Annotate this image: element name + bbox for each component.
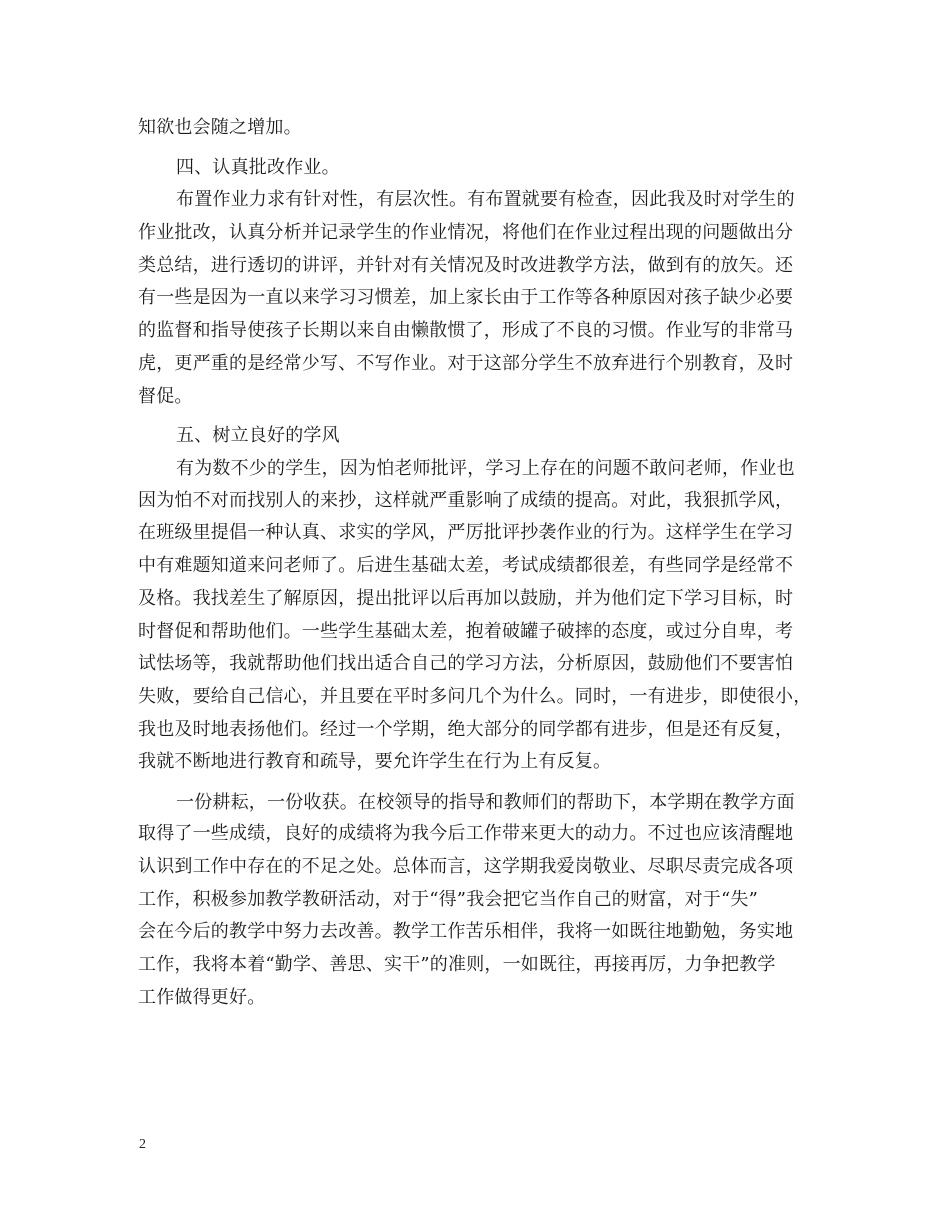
text-line: 试怯场等，我就帮助他们找出适合自己的学习方法，分析原因，鼓励他们不要害怕 — [138, 653, 794, 674]
text-line: 有为数不少的学生，因为怕老师批评，学习上存在的问题不敢问老师，作业也 — [176, 458, 795, 479]
text-line: 我也及时地表扬他们。经过一个学期，绝大部分的同学都有进步，但是还有反复， — [138, 719, 794, 740]
text-line: 知欲也会随之增加。 — [138, 117, 302, 138]
text-line: 及格。我找差生了解原因，提出批评以后再加以鼓励，并为他们定下学习目标，时 — [138, 588, 794, 609]
text-line: 督促。 — [138, 386, 193, 407]
text-line: 在班级里提倡一种认真、求实的学风，严厉批评抄袭作业的行为。这样学生在学习 — [138, 522, 794, 543]
text-line: 时督促和帮助他们。一些学生基础太差，抱着破罐子破摔的态度，或过分自卑，考 — [138, 621, 794, 642]
text-line: 工作做得更好。 — [138, 987, 266, 1008]
text-line: 因为怕不对而找别人的来抄，这样就严重影响了成绩的提高。对此，我狠抓学风， — [138, 490, 794, 511]
text-line: 类总结，进行透切的讲评，并针对有关情况及时改进教学方法，做到有的放矢。还 — [138, 255, 794, 276]
text-line: 工作，积极参加教学教研活动，对于“得”我会把它当作自己的财富，对于“失” — [138, 889, 759, 910]
section-heading: 五、树立良好的学风 — [176, 425, 340, 446]
text-line: 认识到工作中存在的不足之处。总体而言，这学期我爱岗敬业、尽职尽责完成各项 — [138, 856, 794, 877]
text-line: 会在今后的教学中努力去改善。教学工作苦乐相伴，我将一如既往地勤勉，务实地 — [138, 921, 794, 942]
page-number: 2 — [139, 1137, 146, 1152]
section-heading: 四、认真批改作业。 — [176, 157, 340, 178]
text-line: 取得了一些成绩，良好的成绩将为我今后工作带来更大的动力。不过也应该清醒地 — [138, 823, 794, 844]
text-line: 的监督和指导使孩子长期以来自由懒散惯了，形成了不良的习惯。作业写的非常马 — [138, 320, 794, 341]
text-line: 工作，我将本着“勤学、善思、实干”的准则，一如既往，再接再厉，力争把教学 — [138, 954, 776, 975]
text-line: 有一些是因为一直以来学习习惯差，加上家长由于工作等各种原因对孩子缺少必要 — [138, 287, 794, 308]
text-line: 一份耕耘，一份收获。在校领导的指导和教师们的帮助下，本学期在教学方面 — [176, 792, 795, 813]
text-line: 失败，要给自己信心，并且要在平时多问几个为什么。同时，一有进步，即使很小， — [138, 686, 812, 707]
text-line: 布置作业力求有针对性，有层次性。有布置就要有检查，因此我及时对学生的 — [176, 189, 795, 210]
text-line: 作业批改，认真分析并记录学生的作业情况，将他们在作业过程出现的问题做出分 — [138, 222, 794, 243]
text-line: 中有难题知道来问老师了。后进生基础太差，考试成绩都很差，有些同学是经常不 — [138, 555, 794, 576]
text-line: 我就不断地进行教育和疏导，要允许学生在行为上有反复。 — [138, 751, 612, 772]
text-line: 虎，更严重的是经常少写、不写作业。对于这部分学生不放弃进行个别教育，及时 — [138, 353, 794, 374]
